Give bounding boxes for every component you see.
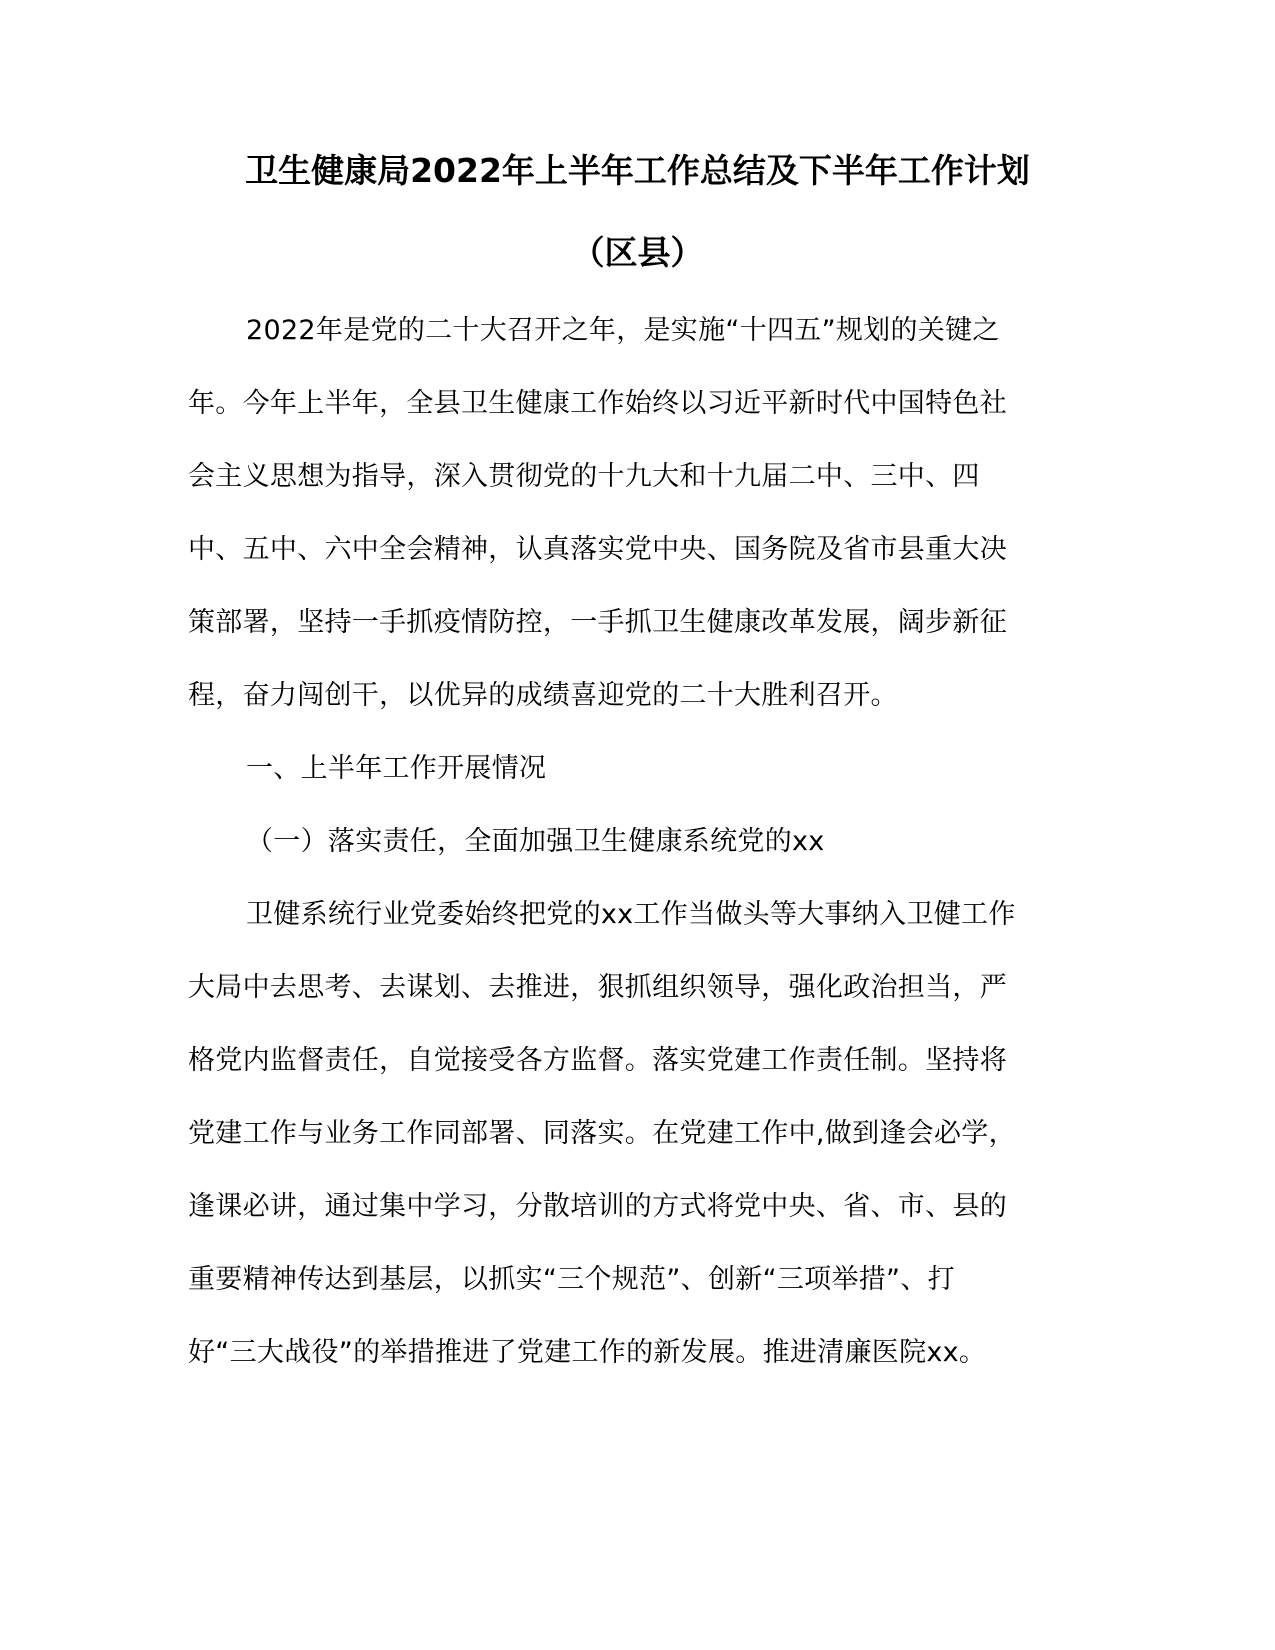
paragraph-line: 好“三大战役”的举措推进了党建工作的新发展。推进清廉医院xx。 bbox=[188, 1337, 987, 1368]
paragraph-line: 2022年是党的二十大召开之年，是实施“十四五”规划的关键之 bbox=[246, 315, 1000, 346]
section-heading: 一、上半年工作开展情况 bbox=[246, 753, 547, 784]
paragraph-line: 卫健系统行业党委始终把党的xx工作当做头等大事纳入卫健工作 bbox=[246, 899, 1016, 930]
paragraph-line: 逢课必讲，通过集中学习，分散培训的方式将党中央、省、市、县的 bbox=[188, 1191, 1007, 1222]
paragraph-line: 党建工作与业务工作同部署、同落实。在党建工作中,做到逢会必学， bbox=[188, 1118, 1016, 1149]
paragraph-line: 会主义思想为指导，深入贯彻党的十九大和十九届二中、三中、四 bbox=[188, 461, 980, 492]
subsection-heading: （一）落实责任，全面加强卫生健康系统党的xx bbox=[246, 826, 825, 857]
paragraph-line: 中、五中、六中全会精神，认真落实党中央、国务院及省市县重大决 bbox=[188, 534, 1007, 565]
paragraph-line: 大局中去思考、去谋划、去推进，狠抓组织领导，强化政治担当，严 bbox=[188, 972, 1007, 1003]
paragraph-line: 年。今年上半年，全县卫生健康工作始终以习近平新时代中国特色社 bbox=[188, 388, 1007, 419]
document-subtitle: （区县） bbox=[571, 233, 704, 272]
paragraph-line: 格党内监督责任，自觉接受各方监督。落实党建工作责任制。坚持将 bbox=[188, 1045, 1007, 1076]
paragraph-line: 程，奋力闯创干，以优异的成绩喜迎党的二十大胜利召开。 bbox=[188, 680, 898, 711]
document-title: 卫生健康局2022年上半年工作总结及下半年工作计划 bbox=[245, 151, 1030, 190]
paragraph-line: 重要精神传达到基层，以抓实“三个规范”、创新“三项举措”、打 bbox=[188, 1264, 955, 1295]
paragraph-line: 策部署，坚持一手抓疫情防控，一手抓卫生健康改革发展，阔步新征 bbox=[188, 607, 1007, 638]
